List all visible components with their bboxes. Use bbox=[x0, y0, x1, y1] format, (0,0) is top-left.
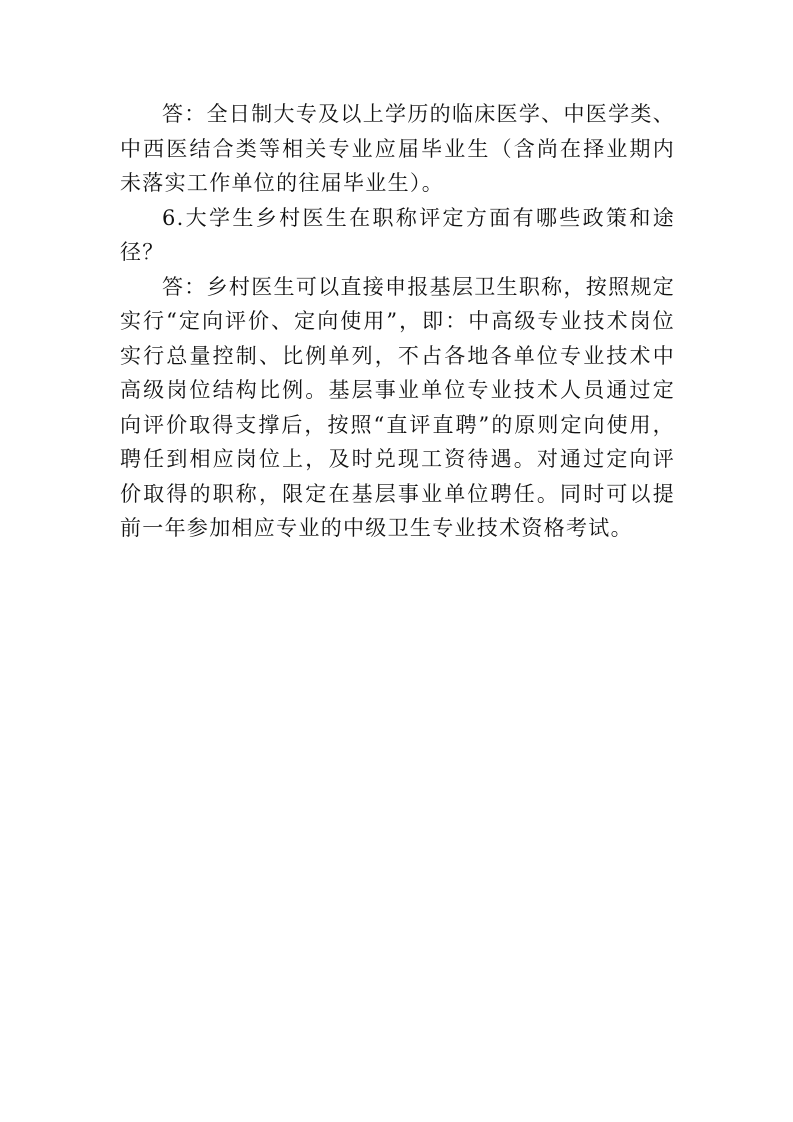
question-heading-6: 6.大学生乡村医生在职称评定方面有哪些政策和途径？ bbox=[120, 205, 675, 264]
answer-paragraph-title-evaluation: 答：乡村医生可以直接申报基层卫生职称，按照规定实行“定向评价、定向使用”，即：中高级专业技术岗位实行总量控制、比例单列，不占各地各单位专业技术中高级岗位结构比例。基层事业单位专业技术人员通过定向评价取得支撑后，按照“直评直聘”的原则定向使用，聘任到相应岗位上，及时兑现工资待遇。对通过定向评价取得的职称，限定在基层事业单位聘任。同时可以提前一年参加相应专业的中级卫生专业技术资格考试。 bbox=[120, 274, 675, 540]
answer-paragraph-eligibility: 答：全日制大专及以上学历的临床医学、中医学类、中西医结合类等相关专业应届毕业生（含尚在择业期内未落实工作单位的往届毕业生）。 bbox=[120, 102, 675, 195]
document-body bbox=[120, 97, 675, 546]
